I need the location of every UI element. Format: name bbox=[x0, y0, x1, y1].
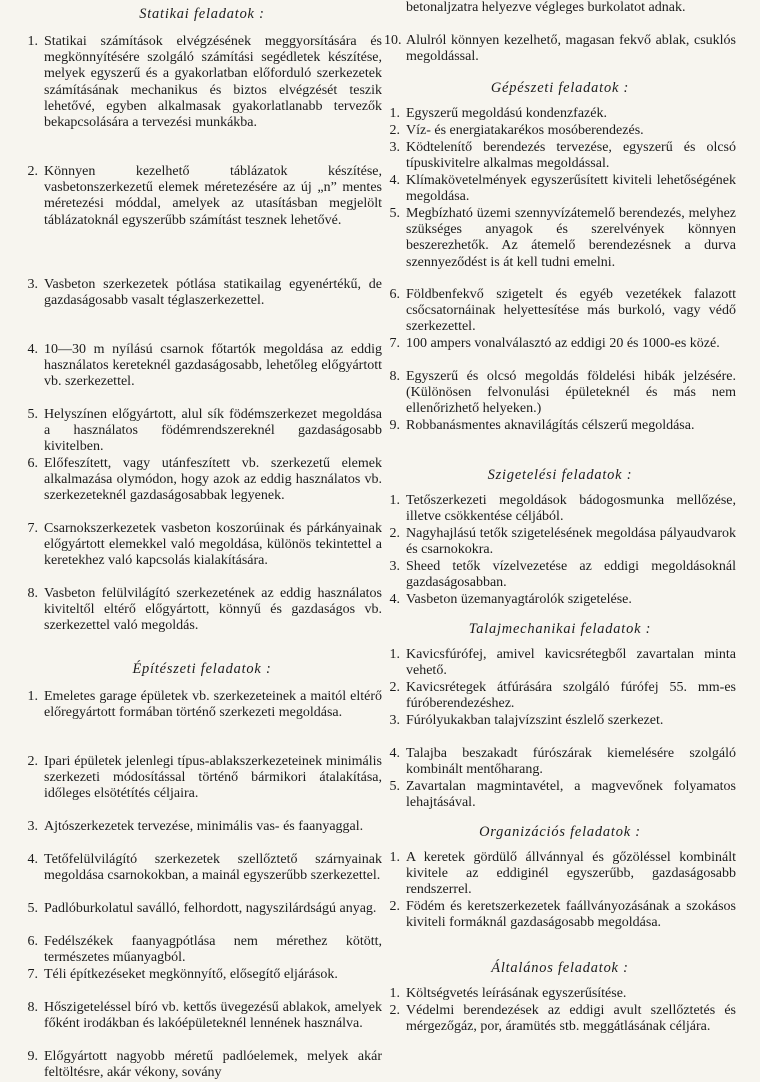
list-item bbox=[384, 850, 736, 899]
section-title: Statikai feladatok : bbox=[139, 6, 265, 22]
section-epiteszeti bbox=[22, 651, 382, 1082]
item-number: 5. bbox=[27, 407, 38, 422]
list-item bbox=[22, 934, 382, 967]
list-item bbox=[384, 493, 736, 526]
item-number: 1. bbox=[27, 34, 38, 49]
section-title: Gépészeti feladatok : bbox=[490, 80, 630, 96]
list-item bbox=[22, 277, 382, 342]
item-number: 4. bbox=[389, 592, 400, 607]
list-item bbox=[22, 34, 382, 164]
item-number: 8. bbox=[27, 586, 38, 601]
list-item bbox=[22, 901, 382, 934]
continued-text: betonaljzatra helyezve végleges burkolatot adnak. bbox=[406, 0, 686, 15]
list-item bbox=[384, 173, 736, 206]
item-number: 5. bbox=[27, 901, 38, 916]
item-text: Vasbeton üzemanyagtárolók szigetelése. bbox=[406, 592, 632, 607]
list-item bbox=[384, 106, 736, 123]
item-number: 1. bbox=[389, 647, 400, 662]
section-szigetelesi bbox=[384, 451, 736, 609]
section-title: Építészeti feladatok : bbox=[132, 661, 272, 677]
list-item bbox=[384, 1003, 736, 1052]
list-item bbox=[22, 852, 382, 901]
item-text: Hőszigeteléssel bíró vb. kettős üvegezésű ablakok, amelyek főként irodákban és lakóépületeknél lennének használva. bbox=[44, 1000, 382, 1032]
list-item bbox=[22, 689, 382, 754]
section-statikai bbox=[22, 0, 382, 651]
item-text: Földbenfekvő szigetelt és egyéb vezetékek falazott csőcsatornáinak helyettesítése más burkoló, vagy védő szerkezettel. bbox=[406, 287, 736, 335]
list-item bbox=[22, 521, 382, 586]
item-number: 7. bbox=[389, 336, 400, 351]
item-text: Emeletes garage épületek vb. szerkezeteinek a maitól eltérő előregyártott formában történő szerkezeti megoldása. bbox=[44, 689, 382, 721]
item-number: 1. bbox=[389, 106, 400, 121]
item-text: Ipari épületek jelenlegi típus-ablakszerkezeteinek minimális szerkezeti módosítással történő bármikori átalakítása, időleges elsötétítés céljaira. bbox=[44, 754, 382, 802]
item-number: 3. bbox=[27, 277, 38, 292]
item-number: 4. bbox=[389, 173, 400, 188]
item-text: Csarnokszerkezetek vasbeton koszorúinak és párkányainak előgyártott elemekkel való megoldása, különös tekintettel a keretekhez való kapcsolás kialakítására. bbox=[44, 521, 382, 569]
item-text: Robbanásmentes aknavilágítás célszerű megoldása. bbox=[406, 418, 695, 433]
item-number: 8. bbox=[27, 1000, 38, 1015]
item-number: 2. bbox=[27, 754, 38, 769]
list-item bbox=[384, 123, 736, 140]
list-item bbox=[22, 407, 382, 456]
item-text: Fedélszékek faanyagpótlása nem mérethez kötött, természetes műanyagból. bbox=[44, 934, 382, 966]
item-number: 9. bbox=[27, 1049, 38, 1064]
item-text: 10—30 m nyílású csarnok főtartók megoldása az eddig használatos kereteknél gazdaságosabb, lehetőleg előgyártott vb. szerkezettel. bbox=[44, 342, 382, 390]
item-text: Statikai számítások elvégzésének meggyorsítására és megkönnyítésére szolgáló számítási segédletek készítése, melyek egyszerű és a gyakorlatban előforduló szerkezetek számításának mechanikus és biztos elvégzését teszik lehetővé, egyben alkalmasak gyakorlatlanabb tervezők bekapcsolására a tervezési munkákba. bbox=[44, 34, 382, 131]
item-number: 8. bbox=[389, 369, 400, 384]
item-number: 2. bbox=[389, 680, 400, 695]
item-text: Költségvetés leírásának egyszerűsítése. bbox=[406, 986, 627, 1001]
list-item bbox=[384, 33, 736, 66]
list-item bbox=[384, 680, 736, 713]
section-talajmechanikai bbox=[384, 609, 736, 812]
item-number: 6. bbox=[27, 456, 38, 471]
item-number: 4. bbox=[27, 852, 38, 867]
item-text: Alulról könnyen kezelhető, magasan fekvő ablak, csuklós megoldással. bbox=[406, 33, 736, 65]
item-text: 100 ampers vonalválasztó az eddigi 20 és 1000-es közé. bbox=[406, 336, 720, 351]
item-text: Víz- és energiatakarékos mosóberendezés. bbox=[406, 123, 644, 138]
list-item bbox=[384, 336, 736, 369]
item-text: Helyszínen előgyártott, alul sík födémszerkezet megoldása a használatos födémrendszereknél gazdaságosabb kivitelben. bbox=[44, 407, 382, 455]
list-item bbox=[384, 592, 736, 609]
item-text: Födém és keretszerkezetek faállványozásának a szokásos kiviteli formáknál gazdaságosabb megoldása. bbox=[406, 899, 736, 931]
item-number: 3. bbox=[27, 819, 38, 834]
list-item bbox=[384, 140, 736, 173]
item-text: Klímakövetelmények egyszerűsített kiviteli lehetőségének megoldása. bbox=[406, 173, 736, 205]
item-number: 2. bbox=[389, 899, 400, 914]
list-item bbox=[22, 967, 382, 1000]
item-text: Nagyhajlású tetők szigetelésének megoldása pályaudvarok és csarnokokra. bbox=[406, 526, 736, 558]
item-number: 2. bbox=[27, 164, 38, 179]
item-number: 6. bbox=[27, 934, 38, 949]
list-item bbox=[384, 986, 736, 1003]
item-text: Egyszerű megoldású kondenzfazék. bbox=[406, 106, 607, 121]
left-column bbox=[22, 0, 382, 1082]
section-title: Szigetelési feladatok : bbox=[487, 467, 633, 483]
list-item bbox=[384, 713, 736, 746]
item-text: Zavartalan magmintavétel, a magvevőnek folyamatos lehajtásával. bbox=[406, 779, 736, 811]
item-text: Védelmi berendezések az eddigi avult szellőztetés és mérgezőgáz, por, áramütés stb. meggátlásának céljára. bbox=[406, 1003, 736, 1035]
list-item bbox=[22, 586, 382, 651]
item-number: 9. bbox=[389, 418, 400, 433]
list-item bbox=[384, 559, 736, 592]
item-text: Talajba beszakadt fúrószárak kiemelésére szolgáló kombinált mentőharang. bbox=[406, 746, 736, 778]
section-gepeszeti bbox=[384, 66, 736, 451]
list-item bbox=[384, 369, 736, 418]
item-number: 3. bbox=[389, 559, 400, 574]
list-item bbox=[384, 779, 736, 812]
item-text: Könnyen kezelhető táblázatok készítése, vasbetonszerkezetű elemek méretezésére az új „n” mentes méretezési móddal, amelyek az utasításban megjelölt táblázatoknál egyszerűbb számítást tesznek lehetővé. bbox=[44, 164, 382, 228]
item-text: Kavicsrétegek átfúrására szolgáló fúrófej 55. mm-es fúróberendezéshez. bbox=[406, 680, 736, 712]
list-item bbox=[22, 342, 382, 407]
item-number: 6. bbox=[389, 287, 400, 302]
list-item bbox=[384, 287, 736, 336]
list-item bbox=[22, 1049, 382, 1082]
item-text: Előgyártott nagyobb méretű padlóelemek, melyek akár feltöltésre, akár vékony, sovány bbox=[44, 1049, 382, 1081]
item-number: 2. bbox=[389, 526, 400, 541]
list-item bbox=[22, 456, 382, 521]
item-number: 1. bbox=[389, 493, 400, 508]
list-item bbox=[22, 164, 382, 277]
item-number: 5. bbox=[389, 779, 400, 794]
item-text: Padlóburkolatul saválló, felhordott, nagyszilárdságú anyag. bbox=[44, 901, 377, 916]
item-text: Tetőszerkezeti megoldások bádogosmunka mellőzése, illetve csökkentése céljából. bbox=[406, 493, 736, 525]
item-text: Fúrólyukakban talajvízszint észlelő szerkezet. bbox=[406, 713, 664, 728]
list-item bbox=[22, 1000, 382, 1049]
item-number: 7. bbox=[27, 967, 38, 982]
item-text: A keretek gördülő állvánnyal és gőzöléssel kombinált kivitele az eddiginél egyszerűbb, gazdaságosabb rendszerrel. bbox=[406, 850, 736, 898]
item-text: Tetőfelülvilágító szerkezetek szellőztető szárnyainak megoldása csarnokokban, a mainál egyszerűbb szerkezettel. bbox=[44, 852, 382, 884]
item-text: Vasbeton felülvilágító szerkezetének az eddig használatos kiviteltől eltérő előgyártott, könnyű és gazdaságos vb. szerkezettel való megoldás. bbox=[44, 586, 382, 634]
item-text: Egyszerű és olcsó megoldás földelési hibák jelzésére. (Különösen felvonulási épületeknél és más nem ellenőrizhető helyeken.) bbox=[406, 369, 736, 417]
section-organizacios bbox=[384, 812, 736, 948]
list-item bbox=[384, 746, 736, 779]
list-item bbox=[384, 899, 736, 948]
item-number: 2. bbox=[389, 1003, 400, 1018]
item-number: 10. bbox=[384, 33, 402, 48]
item-number: 7. bbox=[27, 521, 38, 536]
list-item bbox=[22, 819, 382, 852]
item-number: 1. bbox=[389, 986, 400, 1001]
item-text: Sheed tetők vízelvezetése az eddigi megoldásoknál gazdaságosabban. bbox=[406, 559, 736, 591]
list-item bbox=[384, 647, 736, 680]
item-number: 3. bbox=[389, 713, 400, 728]
item-text: Megbízható üzemi szennyvízátemelő berendezés, melyhez szükséges anyagok és szerelvények könnyen beszerezhetők. Az átemelő berendezésnek a durva szennyeződést is át kell tudni emelni. bbox=[406, 206, 736, 270]
item-number: 1. bbox=[27, 689, 38, 704]
item-text: Téli építkezéseket megkönnyítő, elősegítő eljárások. bbox=[44, 967, 338, 982]
list-item bbox=[384, 418, 736, 451]
item-number: 3. bbox=[389, 140, 400, 155]
section-title: Talajmechanikai feladatok : bbox=[468, 621, 652, 637]
item-number: 5. bbox=[389, 206, 400, 221]
list-item bbox=[384, 526, 736, 559]
item-number: 1. bbox=[389, 850, 400, 865]
item-number: 2. bbox=[389, 123, 400, 138]
list-item bbox=[22, 754, 382, 819]
item-text: Ködtelenítő berendezés tervezése, egyszerű és olcsó típuskivitelre alkalmas megoldással. bbox=[406, 140, 736, 172]
item-number: 4. bbox=[27, 342, 38, 357]
list-item bbox=[384, 206, 736, 287]
section-altalanos bbox=[384, 948, 736, 1052]
section-title: Organizációs feladatok : bbox=[479, 824, 641, 840]
item-text: Ajtószerkezetek tervezése, minimális vas- és faanyaggal. bbox=[44, 819, 364, 834]
section-title: Általános feladatok : bbox=[491, 960, 629, 976]
item-text: Előfeszített, vagy utánfeszített vb. szerkezetű elemek alkalmazása olymódon, hogy azok az eddig használatos vb. szerkezeteknél gazdaságosabbak legyenek. bbox=[44, 456, 382, 504]
right-column bbox=[384, 0, 736, 1052]
item-number: 4. bbox=[389, 746, 400, 761]
item-text: Kavicsfúrófej, amivel kavicsrétegből zavartalan minta vehető. bbox=[406, 647, 736, 679]
item-text: Vasbeton szerkezetek pótlása statikailag egyenértékű, de gazdaságosabb vasalt téglaszerkezettel. bbox=[44, 277, 382, 309]
